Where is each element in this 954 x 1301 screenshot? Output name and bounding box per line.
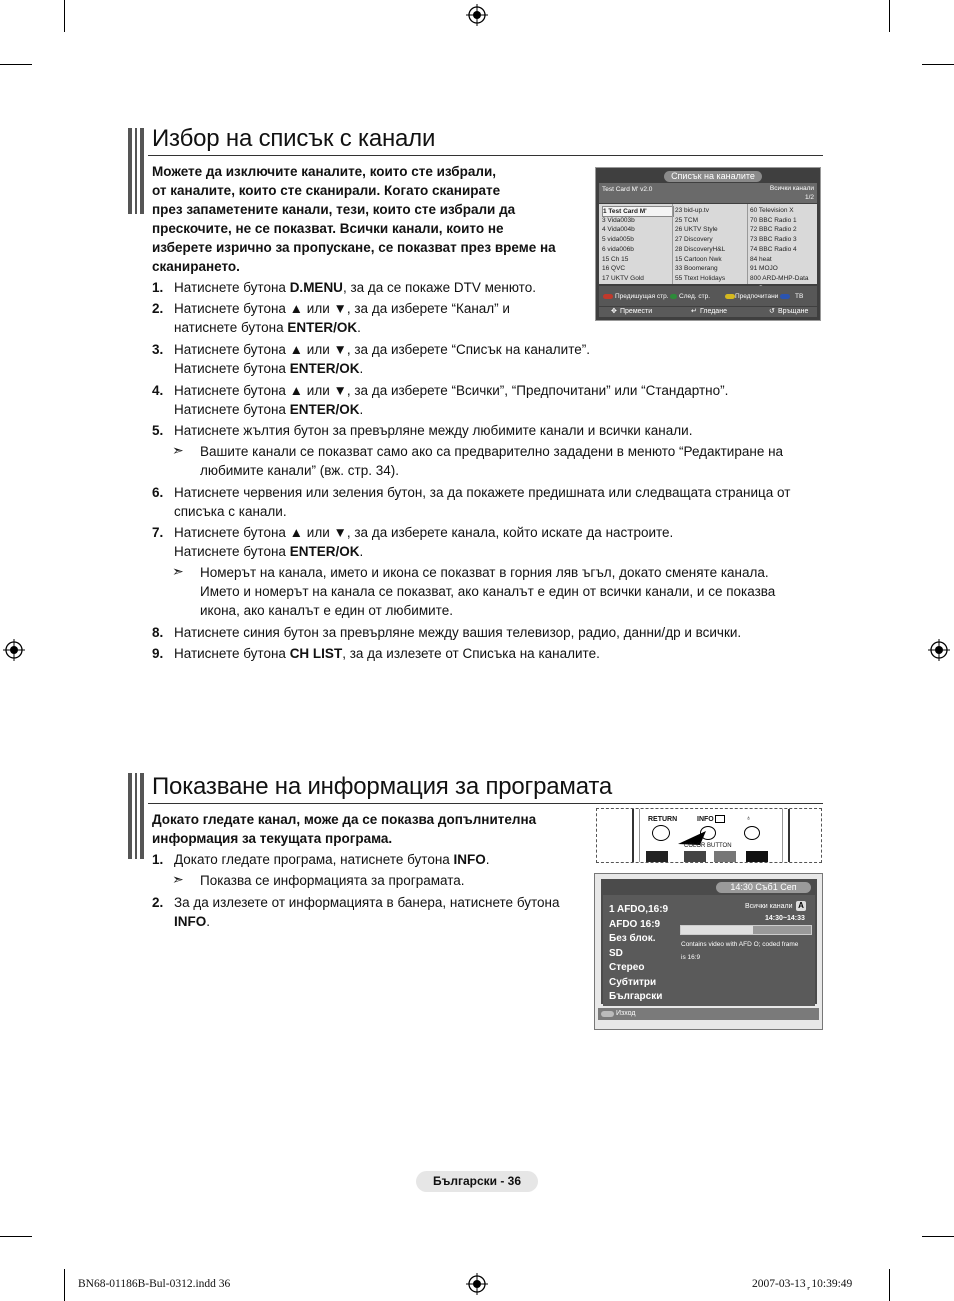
slug-file: BN68-01186B-Bul-0312.indd 36 <box>78 1278 231 1290</box>
channel-item[interactable]: 73 BBC Radio 3 <box>750 236 797 244</box>
section-bar <box>128 773 144 859</box>
step-text: Натиснете бутона <box>174 544 290 559</box>
remote-edge <box>639 809 640 862</box>
button-name: ENTER/OK <box>289 544 360 559</box>
registration-mark-icon <box>466 4 488 26</box>
channel-item[interactable]: 6 vida006b <box>602 245 634 253</box>
registration-mark-icon <box>3 639 25 661</box>
crop-mark <box>64 1269 65 1301</box>
note-text: Номерът на канала, името и икона се показват в горния ляв ъгъл, докато сменяте канала. <box>200 565 769 580</box>
step-text: Натиснете бутона <box>174 361 290 376</box>
footer-label: Премести <box>620 308 653 315</box>
channel-item[interactable]: 15 Ch 15 <box>602 255 629 263</box>
step-text: . <box>359 402 364 417</box>
note-arrow-icon: ➣ <box>172 442 184 458</box>
info-step-1 <box>152 850 592 869</box>
note-text: Името и номерът на канала се показват, ако каналът е един от всички канали, и се показва <box>200 584 776 599</box>
step-number: 1. <box>152 280 164 295</box>
channel-grid <box>599 204 817 284</box>
banner-line: SD <box>609 947 623 959</box>
crop-mark <box>64 0 65 32</box>
remote-body <box>632 809 790 862</box>
step-text: Натиснете синия бутон за превърляне между вашия телевизор, радио, данни/др и всички. <box>174 625 742 640</box>
step-text: За да излезете от информацията в банера, натиснете бутона <box>174 895 560 910</box>
step-text: . <box>359 361 364 376</box>
step-1 <box>152 278 592 297</box>
step-number: 9. <box>152 646 164 661</box>
step-text: . <box>359 544 364 559</box>
banner-content <box>603 895 815 1006</box>
banner-line: Български <box>609 991 663 1002</box>
channel-item[interactable]: 17 UKTV Gold <box>602 274 644 282</box>
channel-filter: Всички канали <box>769 185 814 192</box>
step-number: 1. <box>152 852 164 867</box>
step-text: списъка с канали. <box>174 504 287 519</box>
intro-line: от каналите, които сте сканирали. Когато сканирате <box>152 183 501 198</box>
step-number: 2. <box>152 301 164 316</box>
osd-footer <box>599 307 817 317</box>
column-divider <box>747 204 748 284</box>
channel-item[interactable]: 800 ARD-MHP-Data <box>750 274 809 282</box>
banner-line: Субтитри <box>609 976 657 988</box>
crop-mark <box>889 1269 890 1301</box>
remote-edge <box>782 809 783 862</box>
step-7 <box>152 523 822 561</box>
channel-item[interactable]: 91 MOJO <box>750 265 778 273</box>
step-number: 6. <box>152 485 164 500</box>
banner-line: Стерео <box>609 962 645 973</box>
intro-line: информация за текущата програма. <box>152 831 393 846</box>
blue-button-icon <box>780 294 790 299</box>
step-text: , за да се покаже DTV менюто. <box>342 280 536 295</box>
channel-item[interactable]: 3 Vida003b <box>602 216 635 224</box>
section-intro <box>152 810 592 848</box>
intro-line: Докато гледате канал, може да се показва допълнителна <box>152 812 537 827</box>
step-text: Натиснете бутона <box>174 402 290 417</box>
progress-bar-fill <box>681 926 753 934</box>
progress-bar <box>680 925 812 935</box>
note-arrow-icon: ➣ <box>172 871 184 887</box>
move-icon: ✥ <box>611 308 617 315</box>
channel-item[interactable]: 74 BBC Radio 4 <box>750 245 797 253</box>
footer-label: Връщане <box>778 308 809 315</box>
step-text: Натиснете бутона <box>174 646 290 661</box>
step-text: . <box>206 914 211 929</box>
page-label: Български - 36 <box>432 1174 522 1188</box>
info-key-icon <box>601 1011 614 1017</box>
banner-line: Без блок. <box>609 933 656 944</box>
channel-item[interactable]: 1 Test Card M' <box>602 206 674 217</box>
intro-line: изберете изрично за пропускане, се показват през време на <box>152 240 556 255</box>
channel-item[interactable]: 60 Television X <box>750 207 794 214</box>
step-number: 4. <box>152 383 164 398</box>
info-tv-icon <box>715 815 725 823</box>
banner-time: 14:30 Съб1 Сеп <box>730 882 797 892</box>
banner-footer <box>598 1008 819 1020</box>
info-note-1 <box>172 871 592 890</box>
note-text: любимите канали” (вж. стр. 34). <box>200 463 399 478</box>
section-title: Избор на списък с канали <box>152 125 436 152</box>
exit-label: Изход <box>616 1010 636 1017</box>
banner-panel <box>601 879 817 1004</box>
registration-mark-icon <box>928 639 950 661</box>
info-label: INFO <box>697 816 714 823</box>
step-5 <box>152 421 822 440</box>
section-title: Показване на информация за програмата <box>152 773 612 800</box>
channel-item[interactable]: 5 vida005b <box>602 236 634 244</box>
current-channel: Test Card M' v2.0 <box>602 186 653 193</box>
step-text: Натиснете бутона ▲ или ▼, за да изберете канала, който искате да настроите. <box>174 525 674 540</box>
page-number <box>416 1171 538 1192</box>
step-text: , за да излезете от Списъка на каналите. <box>342 646 600 661</box>
column-divider <box>672 204 673 284</box>
crop-mark <box>889 0 890 32</box>
note-arrow-icon: ➣ <box>172 563 184 579</box>
legend-label: Предпочитани <box>735 293 779 300</box>
page-indicator: 1/2 <box>804 194 814 201</box>
step-number: 3. <box>152 342 164 357</box>
info-step-2 <box>152 893 592 931</box>
green-button[interactable] <box>684 851 706 862</box>
step-2 <box>152 299 592 337</box>
note-7 <box>172 563 822 620</box>
button-name: ENTER/OK <box>289 361 360 376</box>
channel-item[interactable]: 33 Boomerang <box>675 265 718 273</box>
red-button-icon <box>603 294 613 299</box>
color-legend <box>599 286 817 306</box>
channel-item[interactable]: 28 DiscoveryH&L <box>675 245 726 253</box>
crop-mark <box>0 1236 32 1237</box>
banner-time-range: 14:30~14:33 <box>765 915 805 922</box>
intro-line: Можете да изключите каналите, които сте избрали, <box>152 164 497 179</box>
yellow-button[interactable] <box>714 851 736 862</box>
step-text: Натиснете бутона ▲ или ▼, за да изберете “Списък на каналите”. <box>174 342 591 357</box>
step-text: Докато гледате програма, натиснете бутона <box>174 852 454 867</box>
return-icon: ↺ <box>769 308 775 315</box>
crop-mark <box>922 1236 954 1237</box>
description-line: is 16:9 <box>681 954 701 961</box>
legend-label: След. стр. <box>679 293 711 300</box>
banner-lines <box>609 903 668 1005</box>
step-text: Натиснете бутона ▲ или ▼, за да изберете “Канал” и <box>174 301 510 316</box>
step-text: Натиснете червения или зеления бутон, за да покажете предишната или следващата страница от <box>174 485 791 500</box>
green-button-icon <box>670 294 677 299</box>
step-text: натиснете бутона <box>174 320 288 335</box>
intro-line: сканирането. <box>152 259 240 274</box>
intro-line: прескочите, не се показват. Всички канали, които не <box>152 221 504 236</box>
button-name: ENTER/OK <box>289 402 360 417</box>
button-name: INFO <box>453 852 486 867</box>
legend-label: Предишущая стр. <box>615 293 669 300</box>
color-button-label: COLOR BUTTON <box>684 843 732 849</box>
info-button-logo-icon: ♁ <box>746 815 752 822</box>
yellow-button-icon <box>725 294 735 299</box>
channel-item[interactable]: 25 TCM <box>675 216 698 224</box>
sound-button[interactable] <box>744 826 760 840</box>
step-number: 8. <box>152 625 164 640</box>
channel-item[interactable]: 26 UKTV Style <box>675 226 718 234</box>
step-text: Натиснете бутона <box>174 280 290 295</box>
step-number: 5. <box>152 423 164 438</box>
button-name: ENTER/OK <box>287 320 358 335</box>
channel-item[interactable]: 4 Vida004b <box>602 226 635 234</box>
intro-line: през запаметените канали, тези, които сте избрали да <box>152 202 516 217</box>
note-text: икона, ако каналът е един от любимите. <box>200 603 453 618</box>
banner-badge: A <box>796 901 806 911</box>
channel-list-header: Списък на каналите <box>664 171 762 182</box>
banner-description <box>681 938 798 964</box>
section-rule <box>148 155 823 156</box>
step-text: . <box>485 852 490 867</box>
step-text: Натиснете жълтия бутон за превърляне между любимите канали и всички канали. <box>174 423 693 438</box>
banner-line: 1 AFDO,16:9 <box>609 904 669 915</box>
section-intro <box>152 162 592 276</box>
note-text: Вашите канали се показват само ако са предварително зададени в менюто “Редактиране на <box>200 444 784 459</box>
blue-button[interactable] <box>746 851 768 862</box>
channel-item[interactable]: 15 Cartoon Nwk <box>675 255 722 263</box>
step-6 <box>152 483 827 521</box>
step-text: Натиснете бутона ▲ или ▼, за да изберете “Всички”, “Предпочитани” или “Стандартно”. <box>174 383 729 398</box>
button-name: INFO <box>174 914 207 929</box>
info-banner-screen <box>594 873 823 1030</box>
step-3 <box>152 340 822 378</box>
step-9 <box>152 644 822 663</box>
channel-item[interactable]: 84 heat <box>750 255 772 263</box>
banner-line: AFDO 16:9 <box>609 918 661 930</box>
channel-item[interactable]: 55 Ttext Holidays <box>675 274 726 282</box>
channel-item[interactable]: 70 BBC Radio 1 <box>750 216 797 224</box>
channel-item[interactable]: 16 QVC <box>602 265 626 273</box>
remote-illustration <box>596 808 822 863</box>
channel-item[interactable]: 23 bid-up.tv <box>675 207 709 214</box>
channel-item[interactable]: 72 BBC Radio 2 <box>750 226 797 234</box>
banner-time-pill <box>716 882 811 893</box>
step-4 <box>152 381 822 419</box>
slug-date: 2007-03-13 ᷊᷊ 10:39:49 <box>752 1278 853 1290</box>
crop-mark <box>0 64 32 65</box>
channel-list-screen <box>595 167 821 321</box>
section-bar <box>128 128 144 214</box>
step-text: . <box>357 320 361 335</box>
return-button[interactable] <box>652 825 670 841</box>
channel-item[interactable]: 27 Discovery <box>675 236 713 244</box>
section-rule <box>148 803 823 804</box>
button-name: D.MENU <box>289 280 343 295</box>
registration-mark-icon <box>466 1273 488 1295</box>
step-8 <box>152 623 822 642</box>
return-label: RETURN <box>648 816 678 823</box>
enter-icon: ↵ <box>691 308 697 315</box>
footer-label: Гледане <box>700 308 727 315</box>
description-line: Contains video with AFD O; coded frame <box>681 941 799 948</box>
step-number: 7. <box>152 525 164 540</box>
step-number: 2. <box>152 895 164 910</box>
legend-label: ТВ <box>795 293 804 300</box>
channel-info-row <box>599 183 817 203</box>
button-name: CH LIST <box>289 646 343 661</box>
crop-mark <box>922 64 954 65</box>
banner-filter: Всички канали <box>745 903 793 910</box>
red-button[interactable] <box>646 851 668 862</box>
note-text: Показва се информацията за програмата. <box>200 873 465 888</box>
note-5 <box>172 442 822 480</box>
